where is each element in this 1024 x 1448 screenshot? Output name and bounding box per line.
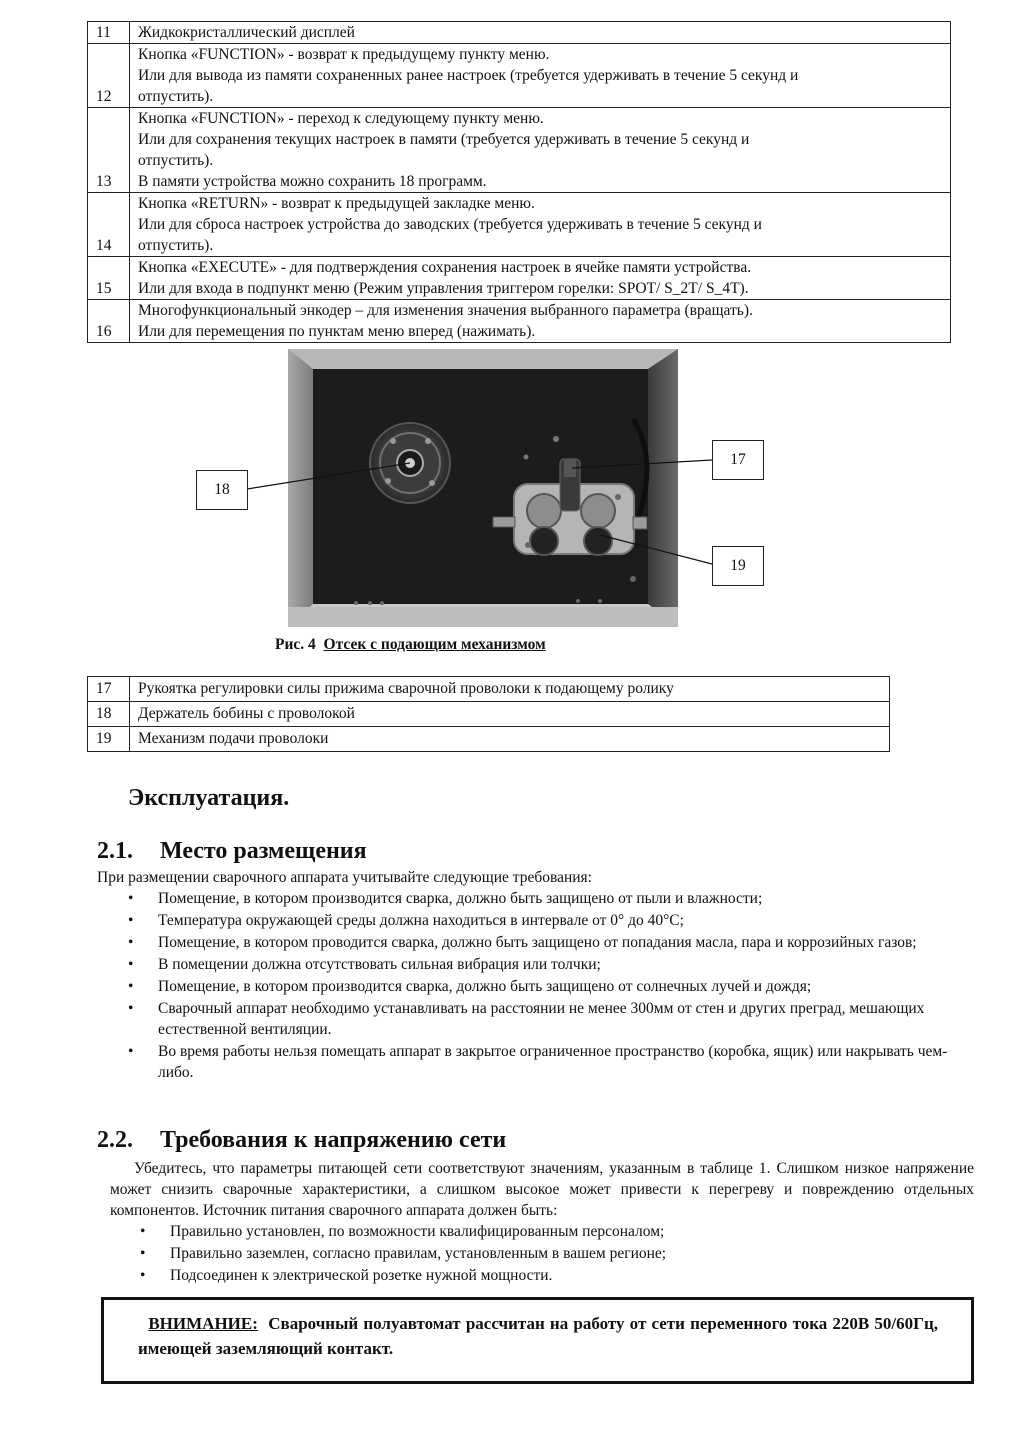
description-line: В памяти устройства можно сохранить 18 программ. (138, 173, 487, 190)
part-description: Механизм подачи проволоки (130, 727, 890, 752)
description-line: Кнопка «FUNCTION» - переход к следующему пункту меню. (138, 110, 544, 127)
bullet-icon: • (128, 934, 134, 951)
row-number: 12 (88, 44, 130, 108)
description-line: Кнопка «EXECUTE» - для подтверждения сохранения настроек в ячейке памяти устройства. (138, 259, 752, 276)
table-row (88, 193, 951, 257)
row-description (130, 193, 951, 257)
list-item-text: Во время работы нельзя помещать аппарат в закрытое ограниченное пространство (коробка, ящик) или накрывать чем-либо. (158, 1043, 948, 1081)
description-line: Или для перемещения по пунктам меню вперед (нажимать). (138, 323, 536, 340)
section-2-1-number: 2.1. (97, 838, 133, 864)
bullet-icon: • (140, 1223, 146, 1240)
list-item-text: Температура окружающей среды должна находиться в интервале от 0° до 40°С; (158, 912, 684, 929)
list-item-text: Подсоединен к электрической розетке нужной мощности. (170, 1267, 553, 1284)
description-line: Кнопка «RETURN» - возврат к предыдущей закладке меню. (138, 195, 535, 212)
controls-table (87, 21, 951, 343)
bullet-icon: • (128, 1043, 134, 1060)
list-item (128, 976, 968, 997)
list-item-text: Сварочный аппарат необходимо устанавливать на расстоянии не менее 300мм от стен и других преград, мешающих естественной вентиляции. (158, 1000, 925, 1038)
row-number: 16 (88, 300, 130, 343)
description-line: Или для сохранения текущих настроек в памяти (требуется удерживать в течение 5 секунд и (138, 131, 750, 148)
bullet-icon: • (128, 1000, 134, 1017)
row-description (130, 300, 951, 343)
warning-text (138, 1311, 938, 1361)
row-description (130, 44, 951, 108)
bullet-icon: • (128, 956, 134, 973)
row-number: 11 (88, 22, 130, 44)
list-item-text: В помещении должна отсутствовать сильная вибрация или толчки; (158, 956, 601, 973)
section-2-1-requirements-list (128, 888, 968, 1084)
part-number: 17 (88, 677, 130, 702)
description-line: Или для входа в подпункт меню (Режим управления триггером горелки: SPOT/ S_2T/ S_4T). (138, 280, 749, 297)
table-row (88, 108, 951, 193)
list-item (128, 1041, 968, 1083)
section-2-1-title: Место размещения (160, 838, 367, 864)
feeder-compartment-photo (288, 349, 678, 627)
description-line: отпустить). (138, 152, 214, 169)
row-number: 14 (88, 193, 130, 257)
section-2-2-number: 2.2. (97, 1127, 133, 1153)
description-line: Кнопка «FUNCTION» - возврат к предыдущему пункту меню. (138, 46, 550, 63)
callout-17: 17 (712, 440, 764, 480)
list-item (128, 932, 968, 953)
row-description (130, 108, 951, 193)
list-item-text: Правильно установлен, по возможности квалифицированным персоналом; (170, 1223, 665, 1240)
list-item (128, 998, 968, 1040)
row-description (130, 257, 951, 300)
section-2-2-paragraph: Убедитесь, что параметры питающей сети соответствуют значениям, указанным в таблице 1. Слишком низкое напряжение может снизить сварочные характеристики, а слишком высокое может привести к перегреву и повреждению отдельных компонентов. Источник питания сварочного аппарата должен быть: (110, 1160, 974, 1219)
section-2-1-intro: При размещении сварочного аппарата учитывайте следующие требования: (97, 869, 592, 886)
row-number: 13 (88, 108, 130, 193)
section-2-2-supply-list (140, 1221, 960, 1287)
list-item-text: Помещение, в котором проводится сварка, должно быть защищено от попадания масла, пара и коррозийных газов; (158, 934, 917, 951)
list-item (128, 910, 968, 931)
list-item (128, 888, 968, 909)
row-number: 15 (88, 257, 130, 300)
callout-18: 18 (196, 470, 248, 510)
warning-message: Сварочный полуавтомат рассчитан на работу от сети переменного тока 220В 50/60Гц, имеющей заземляющий контакт. (138, 1314, 939, 1358)
table-row (88, 22, 951, 44)
description-line: отпустить). (138, 88, 214, 105)
table-row (88, 702, 890, 727)
list-item-text: Правильно заземлен, согласно правилам, установленным в вашем регионе; (170, 1245, 667, 1262)
bullet-icon: • (128, 890, 134, 907)
part-description: Рукоятка регулировки силы прижима сварочной проволоки к подающему ролику (130, 677, 890, 702)
bullet-icon: • (140, 1245, 146, 1262)
part-description: Держатель бобины с проволокой (130, 702, 890, 727)
table-row (88, 300, 951, 343)
section-heading-operation: Эксплуатация. (128, 785, 290, 811)
table-row (88, 677, 890, 702)
list-item (128, 954, 968, 975)
table-row (88, 44, 951, 108)
list-item-text: Помещение, в котором производится сварка, должно быть защищено от пыли и влажности; (158, 890, 763, 907)
list-item (140, 1221, 960, 1242)
table-row (88, 727, 890, 752)
warning-label: ВНИМАНИЕ: (148, 1314, 258, 1333)
table-row (88, 257, 951, 300)
description-line: Или для сброса настроек устройства до заводских (требуется удерживать в течение 5 секунд и (138, 216, 762, 233)
section-2-2-title: Требования к напряжению сети (160, 1127, 507, 1153)
part-number: 19 (88, 727, 130, 752)
row-description (130, 22, 951, 44)
part-number: 18 (88, 702, 130, 727)
bullet-icon: • (140, 1267, 146, 1284)
list-item (140, 1243, 960, 1264)
figure-caption-title: Отсек с подающим механизмом (323, 636, 546, 653)
description-line: Жидкокристаллический дисплей (138, 24, 355, 41)
description-line: Многофункциональный энкодер – для изменения значения выбранного параметра (вращать). (138, 302, 753, 319)
description-line: Или для вывода из памяти сохраненных ранее настроек (требуется удерживать в течение 5 секунд и (138, 67, 799, 84)
description-line: отпустить). (138, 237, 214, 254)
list-item (140, 1265, 960, 1286)
bullet-icon: • (128, 912, 134, 929)
parts-table (87, 676, 890, 752)
callout-19: 19 (712, 546, 764, 586)
bullet-icon: • (128, 978, 134, 995)
list-item-text: Помещение, в котором производится сварка, должно быть защищено от солнечных лучей и дождя; (158, 978, 812, 995)
figure-caption: Рис. 4 Отсек с подающим механизмом (275, 636, 546, 653)
